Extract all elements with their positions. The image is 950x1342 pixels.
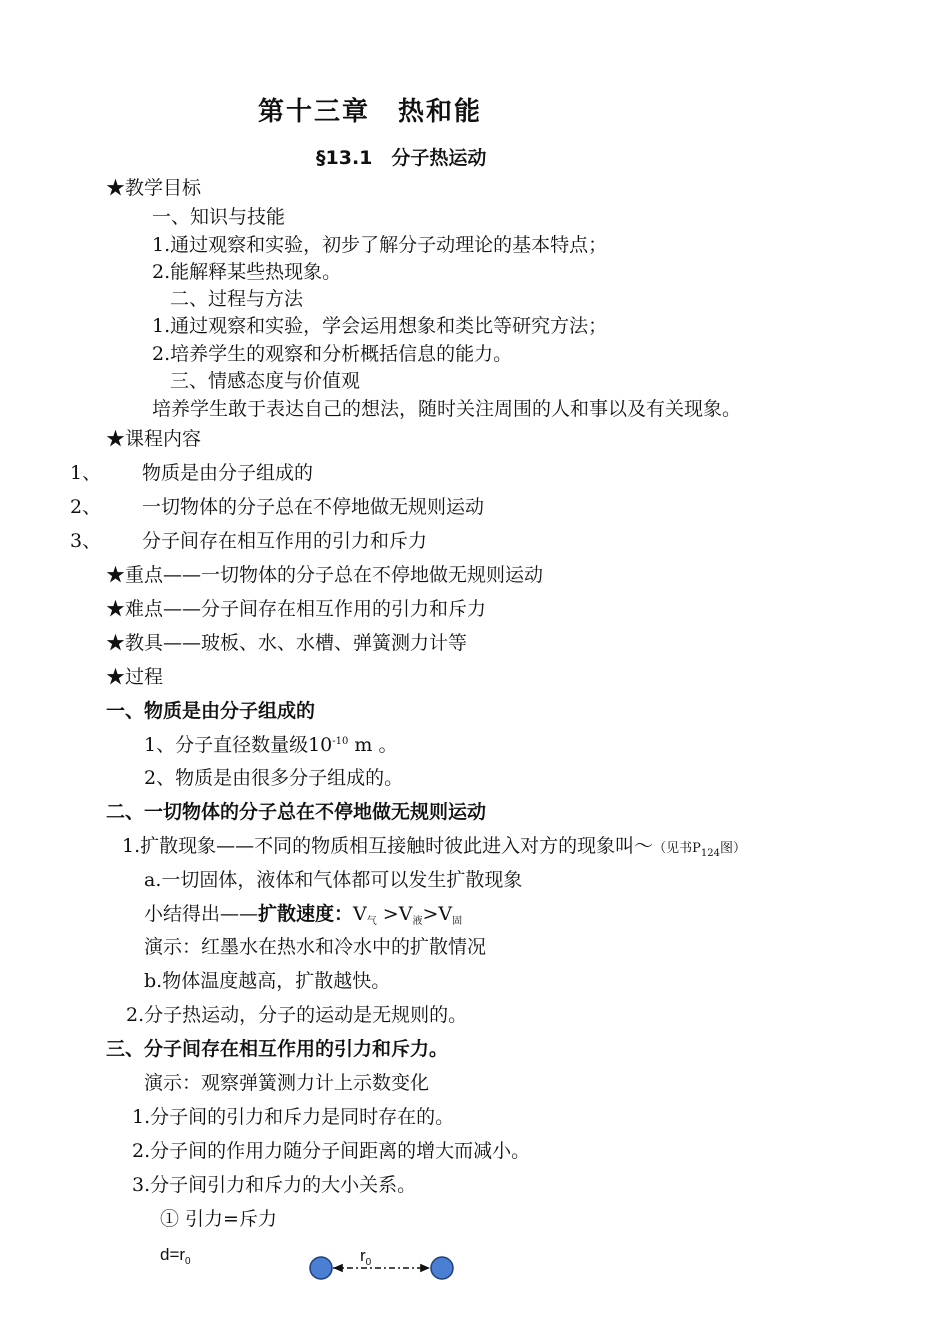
process-item-1: 1.通过观察和实验，学会运用想象和类比等研究方法；: [152, 315, 608, 337]
r0-label: $r_0$: [360, 1246, 372, 1268]
d-label: $d=r_0$: [160, 1245, 191, 1267]
case-1: ① 引力=斥力: [160, 1208, 277, 1230]
diffusion-text: 1.扩散现象——不同的物质相互接触时彼此进入对方的现象叫～: [122, 835, 654, 857]
emotion-heading: 三、情感态度与价值观: [170, 370, 361, 392]
diffusion-a: a.一切固体，液体和气体都可以发生扩散现象: [144, 869, 523, 891]
objectives-heading: ★教学目标: [106, 177, 202, 199]
part1-heading: 一、物质是由分子组成的: [106, 700, 316, 722]
knowledge-item-2: 2.能解释某些热现象。: [152, 261, 342, 283]
tools: ★教具——玻板、水、水槽、弹簧测力计等: [106, 632, 468, 654]
part3-item-2: 2.分子间的作用力随分子间距离的增大而减小。: [132, 1140, 531, 1162]
process-item-2: 2.培养学生的观察和分析概括信息的能力。: [152, 343, 513, 365]
part1-item-2: 2、物质是由很多分子组成的。: [144, 767, 404, 789]
thermal-motion: 2.分子热运动，分子的运动是无规则的。: [126, 1004, 468, 1026]
part1-item-1-text: 1、分子直径数量级10: [144, 734, 333, 756]
content-item-number: 2、: [70, 496, 102, 518]
content-item-number: 3、: [70, 530, 102, 552]
part3-item-1: 1.分子间的引力和斥力是同时存在的。: [132, 1106, 455, 1128]
part2-heading: 二、一切物体的分子总在不停地做无规则运动: [106, 801, 487, 823]
content-item-text: 分子间存在相互作用的引力和斥力: [142, 530, 428, 552]
molecule-left: [310, 1257, 332, 1279]
exponent: -10: [332, 736, 349, 747]
diffusion-b: b.物体温度越高，扩散越快。: [144, 970, 391, 992]
difficulty: ★难点——分子间存在相互作用的引力和斥力: [106, 598, 487, 620]
content-heading: ★课程内容: [106, 428, 202, 450]
emotion-text: 培养学生敢于表达自己的想法，随时关注周围的人和事以及有关现象。: [152, 398, 742, 420]
part3-heading: 三、分子间存在相互作用的引力和斥力。: [106, 1038, 449, 1060]
content-item-text: 物质是由分子组成的: [142, 462, 314, 484]
molecule-right: [431, 1257, 453, 1279]
knowledge-item-1: 1.通过观察和实验，初步了解分子动理论的基本特点；: [152, 234, 608, 256]
process-heading: 二、过程与方法: [170, 288, 304, 310]
chapter-title: 第十三章 热和能: [258, 97, 483, 127]
section-title: §13.1 分子热运动: [316, 147, 487, 169]
part3-demo: 演示：观察弹簧测力计上示数变化: [144, 1072, 430, 1094]
summary-bold: 扩散速度：: [258, 903, 354, 925]
content-item-text: 一切物体的分子总在不停地做无规则运动: [142, 496, 485, 518]
knowledge-heading: 一、知识与技能: [152, 206, 286, 228]
summary-prefix: 小结得出——: [144, 903, 259, 925]
part3-item-3: 3.分子间引力和斥力的大小关系。: [132, 1174, 417, 1196]
content-item-number: 1、: [70, 462, 102, 484]
diffusion-demo: 演示：红墨水在热水和冷水中的扩散情况: [144, 936, 487, 958]
diffusion-summary: 小结得出——扩散速度：$V_气 >V_液>V_固$: [144, 903, 463, 927]
process-section-heading: ★过程: [106, 666, 164, 688]
diffusion-note: （见书$P_{124}$图）: [653, 841, 746, 859]
key-point: ★重点——一切物体的分子总在不停地做无规则运动: [106, 564, 544, 586]
unit: m 。: [348, 734, 398, 756]
